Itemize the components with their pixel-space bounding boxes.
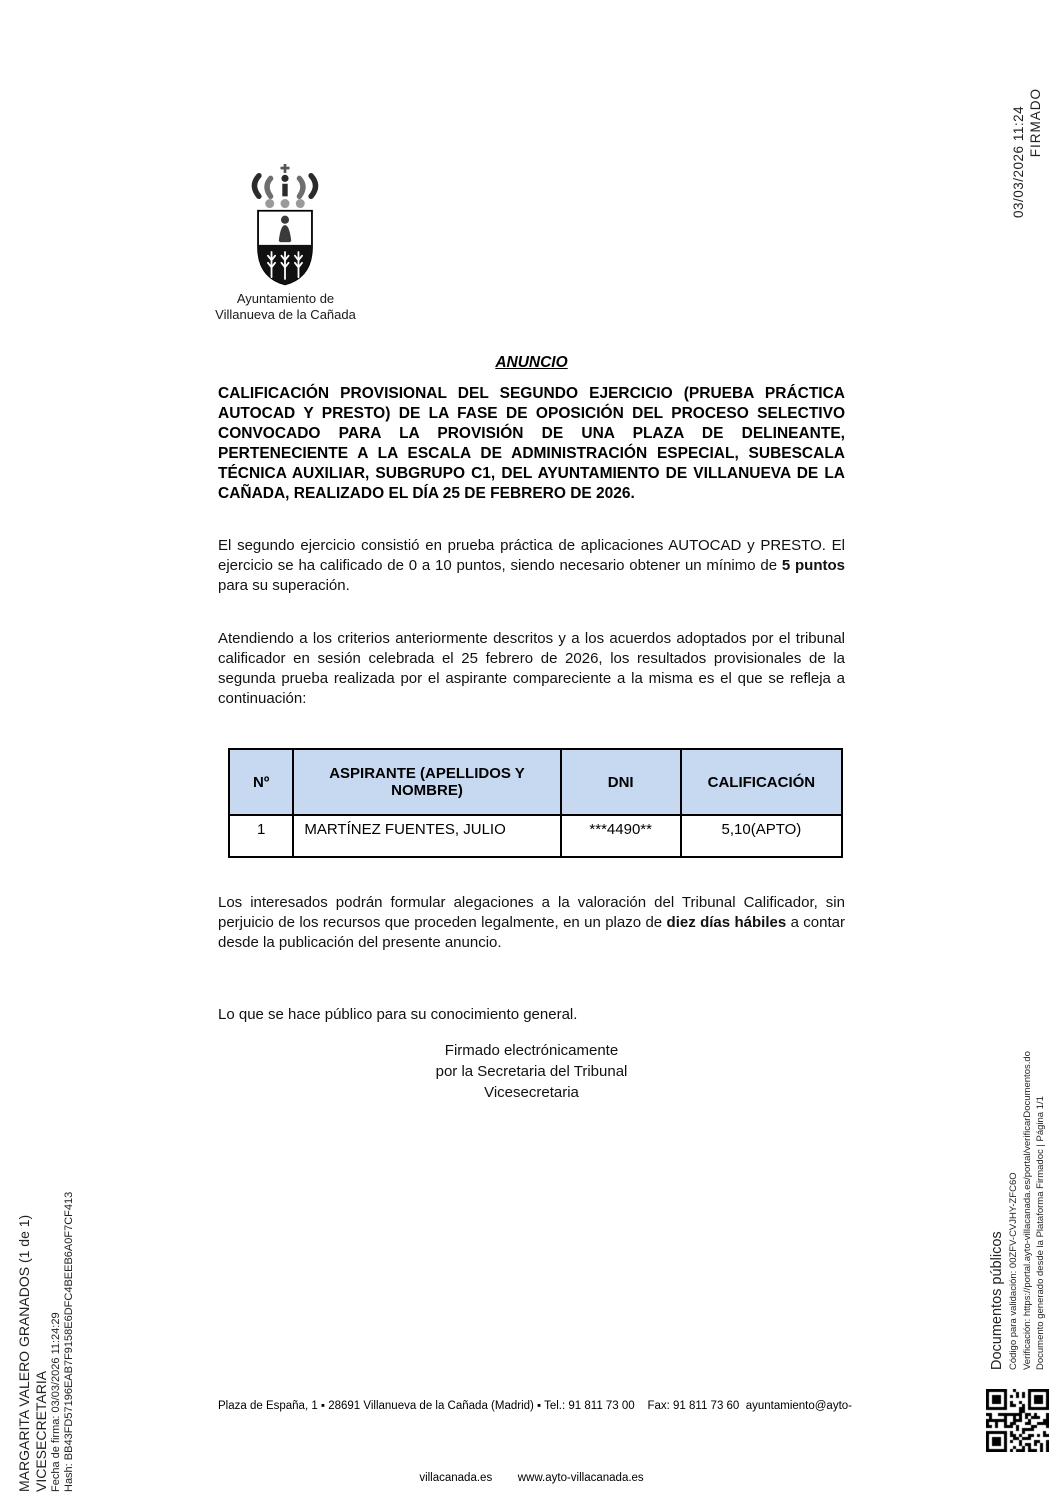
heading-paragraph: CALIFICACIÓN PROVISIONAL DEL SEGUNDO EJERCICIO (PRUEBA PRÁCTICA AUTOCAD Y PRESTO) DE LA FASE DE OPOSICIÓN DEL PROCESO SELECTIVO CONVOCADO PARA LA PROVISIÓN DE UNA PLAZA DE DELINEANTE, PERTENECIENTE A LA ESCALA DE ADMINISTRACIÓN ESPECIAL, SUBESCALA TÉCNICA AUXILIAR, SUBGRUPO C1, DEL AYUNTAMIENTO DE VILLANUEVA DE LA CAÑADA, REALIZADO EL DÍA 25 DE FEBRERO DE 2026. [218,385,845,502]
signature-line3: Vicesecretaria [484,1084,579,1101]
table-header-row [229,749,842,815]
signing-stamp [1010,88,1044,218]
signature-block [218,1040,845,1103]
footer-address [218,1346,852,1497]
allegations-text-pre: Los interesados podrán formular alegaciones a la valoración del Tribunal Calificador, sin perjuicio de los recursos que proceden legalmente, en un plazo de [218,894,845,931]
exercise-text-pre: El segundo ejercicio consistió en prueba práctica de aplicaciones AUTOCAD y PRESTO. El ejercicio se ha calificado de 0 a 10 puntos, siendo necesario obtener un mínimo de [218,537,845,574]
signer-role: VICESECRETARIA [33,1370,49,1492]
exercise-text-post: para su superación. [218,577,350,594]
exercise-text-bold: 5 puntos [781,557,845,574]
verification-sidebar [988,1051,1048,1370]
header-calificacion: CALIFICACIÓN [681,749,842,815]
stamp-datetime: 03/03/2026 11:24 [1011,105,1026,218]
verification-url: Verificación: https://portal.ayto-villacanada.es/portal/verificarDocumentos.do [1021,1051,1033,1370]
cell-dni: ***4490** [561,815,681,857]
verification-code: Código para validación: 00ZFV-CVJHY-ZFC6O [1008,1172,1019,1370]
footer-line2: villacanada.es www.ayto-villacanada.es [419,1472,644,1484]
verification-generated: Documento generado desde la Plataforma Firmadoc | Página 1/1 [1035,1096,1046,1370]
signer-date: Fecha de firma: 03/03/2026 11:24:29 [50,1312,62,1492]
footer-line1: Plaza de España, 1 ▪ 28691 Villanueva de la Cañada (Madrid) ▪ Tel.: 91 811 73 00 Fax: 91 811 73 60 ayuntamiento@ayto- [218,1400,852,1412]
table-row [229,815,842,857]
signature-line1: Firmado electrónicamente [444,1042,619,1059]
qr-code [986,1389,1049,1452]
header-aspirante: ASPIRANTE (APELLIDOS Y NOMBRE) [293,749,560,815]
verification-heading: Documentos públicos [989,1231,1005,1370]
signature-line2: por la Secretaria del Tribunal [435,1063,628,1080]
cell-calificacion: 5,10(APTO) [681,815,842,857]
allegations-paragraph [218,893,845,953]
signer-sidebar [16,1192,76,1492]
cell-aspirante: MARTÍNEZ FUENTES, JULIO [293,815,560,857]
stamp-status: FIRMADO [1028,88,1043,158]
header-number: Nº [229,749,293,815]
logo-caption-line1: Ayuntamiento de [236,291,335,306]
public-notice-paragraph: Lo que se hace público para su conocimiento general. [218,1006,578,1023]
signer-hash: Hash: BB43FD57196EAB7F9158E6DFC4BEEB6A0F7CF413 [63,1191,75,1492]
logo-caption-line2: Villanueva de la Cañada [215,307,356,322]
allegations-text-bold: diez días hábiles [666,914,787,931]
header-dni: DNI [561,749,681,815]
criteria-paragraph: Atendiendo a los criterios anteriormente descritos y a los acuerdos adoptados por el tribunal calificador en sesión celebrada el 25 febrero de 2026, los resultados provisionales de la segunda prueba realizada por el aspirante compareciente a la misma es el que se refleja a continuación: [218,630,845,707]
exercise-paragraph [218,536,845,596]
document-body [218,0,852,1497]
signer-name: MARGARITA VALERO GRANADOS (1 de 1) [16,1214,32,1492]
cell-number: 1 [229,815,293,857]
page-title: ANUNCIO [495,354,568,371]
results-table [228,748,843,858]
allegations-text-post: a contar desde la publicación del presente anuncio. [218,914,845,951]
